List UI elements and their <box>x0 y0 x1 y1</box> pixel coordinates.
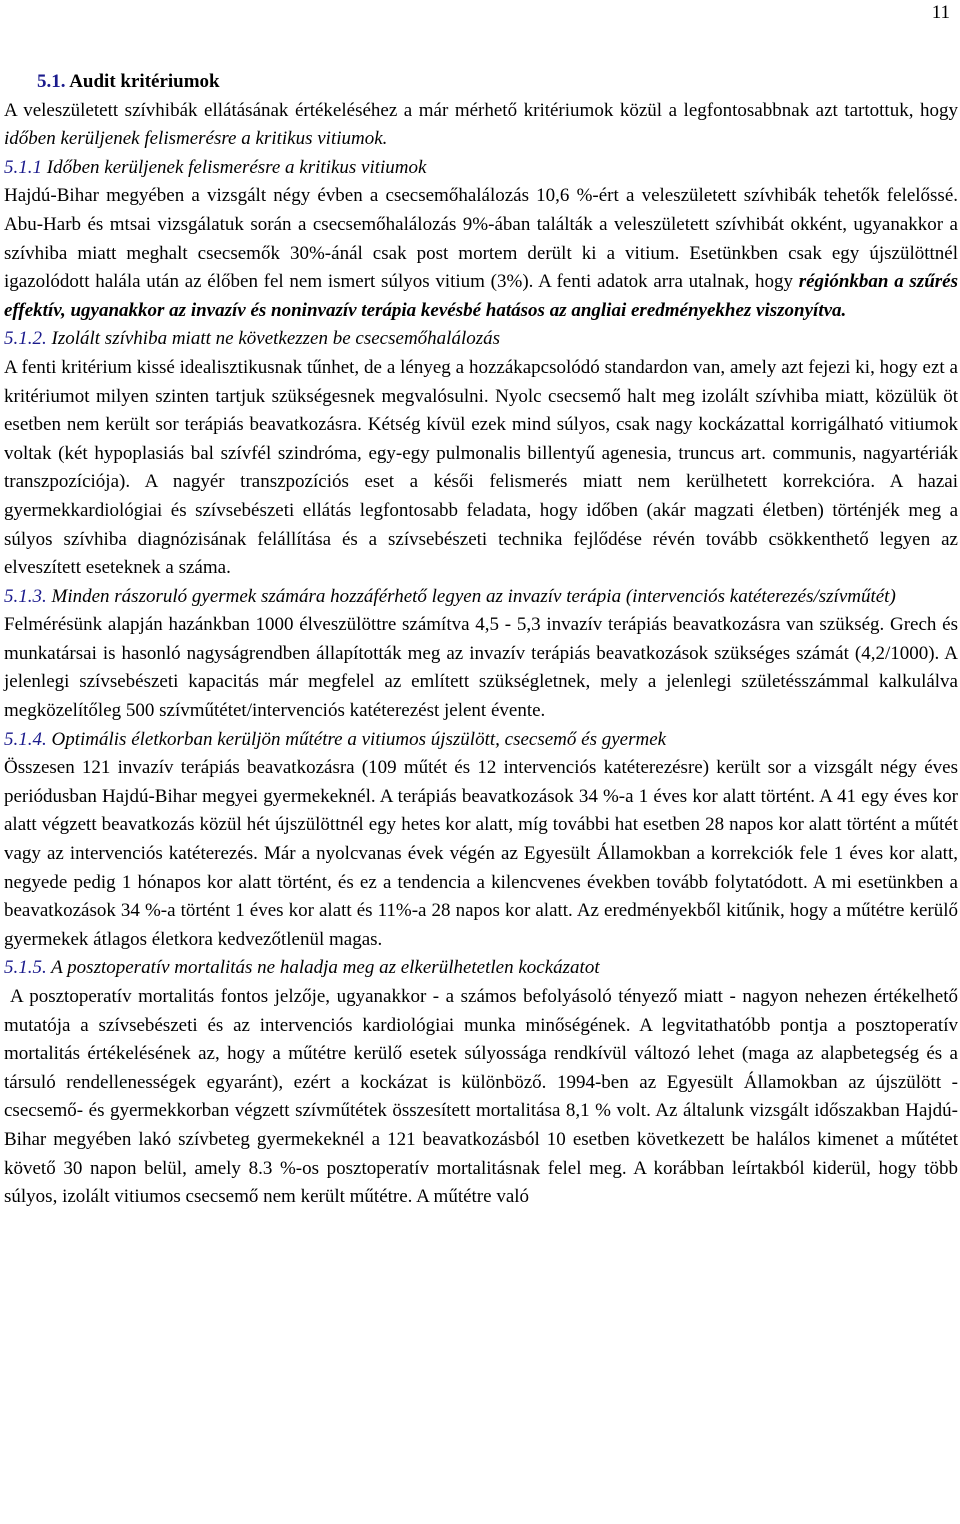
subsection-number: 5.1.5. <box>4 957 47 979</box>
paragraph-5-1-1 <box>4 182 958 325</box>
subsection-number: 5.1.4. <box>4 728 47 750</box>
intro-emphasis: időben kerüljenek felismerésre a kritikus vitiumok. <box>4 128 388 150</box>
intro-text: A veleszületett szívhibák ellátásának értékeléséhez a már mérhető kritériumok közül a legfontosabbnak azt tartottuk, hogy <box>4 99 958 121</box>
subsection-heading-5-1-3 <box>4 583 958 612</box>
subsection-heading-5-1-2 <box>4 325 958 354</box>
paragraph-emphasis: régiónkban a szűrés effektív, ugyanakkor az invazív és noninvazív terápia kevésbé hatásos az angliai eredményekhez viszonyítva. <box>4 271 958 321</box>
intro-paragraph <box>4 97 958 154</box>
paragraph-text: Hajdú-Bihar megyében a vizsgált négy évben a csecsemőhalálozás 10,6 %-ért a veleszületett szívhibák tehetők felelőssé. Abu-Harb és mtsai vizsgálatuk során a csecsemőhalálozás 9%-ában találták a veleszületett szívhibát okként, ugyanakkor a szívhiba miatt meghalt csecsemők 30%-ánál csak post mortem derült ki a vitium. Esetünkben csak egy újszülöttnél igazolódott halála után az élőben fel nem ismert súlyos vitium (3%). A fenti adatok arra utalnak, hogy <box>4 185 958 293</box>
paragraph-5-1-2: A fenti kritérium kissé idealisztikusnak tűnhet, de a lényeg a hozzákapcsolódó standardon van, amely azt fejezi ki, hogy ezt a kritériumot milyen szinten tartjuk szükségesnek megvalósulni. Nyolc csecsemő halt meg izolált szívhiba miatt, közülük öt esetben nem került sor terápiás beavatkozásra. Kétség kívül ezek mind súlyos, csak nagy kockázattal korrigálható vitiumok voltak (két hypoplasiás bal szívfél szindróma, egy-egy pulmonalis billentyű agenesia, truncus art. communis, nagyartériák transzpozíciója). A nagyér transzpozíciós eset a késői felismerés miatt nem kerülhetett korrekcióra. A hazai gyermekkardiológiai és szívsebészeti ellátás legfontosabb feladata, hogy időben (akár magzati életben) történjék meg a súlyos szívhiba diagnózisának felállítása és a szívsebészeti technika fejlődése révén tovább csökkenthető legyen az elveszített eseteknek a száma. <box>4 356 958 579</box>
subsection-title: A posztoperatív mortalitás ne haladja meg az elkerülhetetlen kockázatot <box>46 957 600 979</box>
section-title: Audit kritériumok <box>69 71 220 92</box>
subsection-title: Optimális életkorban kerüljön műtétre a vitiumos újszülött, csecsemő és gyermek <box>46 728 667 750</box>
subsection-heading-5-1-1 <box>4 154 958 183</box>
subsection-title: Időben kerüljenek felismerésre a kritikus vitiumok <box>42 156 427 178</box>
paragraph-5-1-3: Felmérésünk alapján hazánkban 1000 élveszülöttre számítva 4,5 - 5,3 invazív terápiás beavatkozásra van szükség. Grech és munkatársai is hasonló nagyságrendben állapították meg az invazív terápiás beavatkozások szükséges számát (4,2/1000). A jelenlegi szívsebészeti kapacitás már megfelel az említett szükségletnek, mely a jelenlegi születésszámmal kalkulálva megközelítőleg 500 szívműtétet/intervenciós katéterezést jelent évente. <box>4 614 958 722</box>
subsection-title: Minden rászoruló gyermek számára hozzáférhető legyen az invazív terápia (intervenciós katéterezés/szívműtét) <box>46 585 896 607</box>
subsection-heading-5-1-4 <box>4 726 958 755</box>
subsection-number: 5.1.1 <box>4 156 42 178</box>
subsection-number: 5.1.3. <box>4 585 47 607</box>
subsection-title: Izolált szívhiba miatt ne következzen be csecsemőhalálozás <box>46 328 501 350</box>
section-heading-5-1 <box>4 68 958 97</box>
document-body <box>4 68 958 1212</box>
paragraph-5-1-5: A posztoperatív mortalitás fontos jelzője, ugyanakkor - a számos befolyásoló tényező miatt - nagyon nehezen értékelhető mutatója a szívsebészeti és az intervenciós kardiológiai munka minőségének. A legvitathatóbb pontja a posztoperatív mortalitás értékelésének az, hogy a műtétre kerülő esetek súlyossága rendkívül változó lehet (maga az alapbetegség és a társuló rendellenességek egyaránt), ezért a kockázat is különböző. 1994-ben az Egyesült Államokban az újszülött - csecsemő- és gyermekkorban végzett szívműtétek összesített mortalitása 8,1 % volt. Az általunk vizsgált időszakban Hajdú-Bihar megyében lakó szívbeteg gyermekeknél a 121 beavatkozásból 10 esetben következett be halálos kimenet a műtétet követő 30 napon belül, amely 8.3 %-os posztoperatív mortalitásnak felel meg. A korábban leírtakból kiderül, hogy több súlyos, izolált vitiumos csecsemő nem került műtétre. A műtétre való <box>4 986 958 1208</box>
subsection-number: 5.1.2. <box>4 328 47 350</box>
paragraph-5-1-4: Összesen 121 invazív terápiás beavatkozásra (109 műtét és 12 intervenciós katéterezésre) került sor a vizsgált négy éves periódusban Hajdú-Bihar megyei gyermekeknél. A terápiás beavatkozások 34 %-a 1 éves kor alatt történt. A 41 egy éves kor alatt végzett beavatkozás közül hét újszülöttnél egy hetes kor alatt, míg további hat esetben 28 napos kor alatt történt a műtét vagy az intervenciós katéterezés. Már a nyolcvanas évek végén az Egyesült Államokban a korrekciók fele 1 éves kor alatt, negyede pedig 1 hónapos kor alatt történt, és ez a tendencia a kilencvenes években tovább folytatódott. A mi esetünkben a beavatkozások 34 %-a történt 1 éves kor alatt és 11%-a 28 napos kor alatt. Az eredményekből kitűnik, hogy a műtétre kerülő gyermekek átlagos életkora kedvezőtlenül magas. <box>4 757 958 950</box>
section-number: 5.1. <box>37 71 66 92</box>
subsection-heading-5-1-5 <box>4 954 958 983</box>
page-number: 11 <box>931 2 950 23</box>
